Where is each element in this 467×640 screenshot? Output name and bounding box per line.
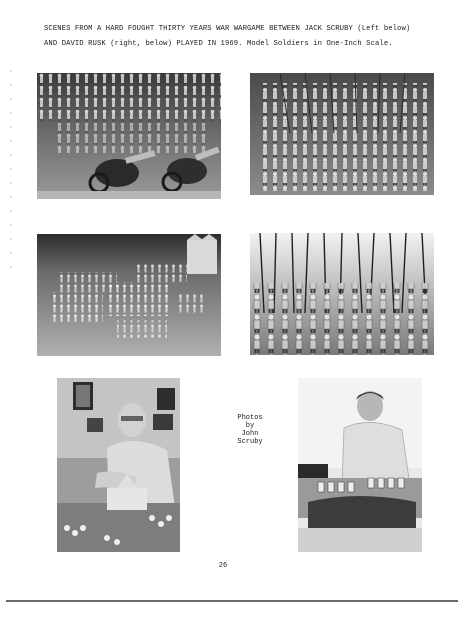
photo-credit-line-1: Photos [237, 414, 263, 422]
page-number: 26 [218, 562, 228, 570]
photo-credit-line-4: Scruby [237, 438, 263, 446]
caption-line-1: SCENES FROM A HARD FOUGHT THIRTY YEARS WAR WARGAME BETWEEN JACK SCRUBY (Left below) [44, 25, 411, 33]
photo-david-rusk [298, 378, 422, 552]
photo-jack-scruby [57, 378, 180, 552]
photo-credit [222, 414, 278, 446]
photo-credit-line-2: by [245, 422, 255, 430]
photo-credit-line-3: John [241, 430, 259, 438]
photo-artillery-scene [37, 73, 221, 199]
caption-line-2: AND DAVID RUSK (right, below) PLAYED IN 1969. Model Soldiers in One-Inch Scale. [44, 40, 393, 48]
bottom-rule [6, 600, 458, 602]
photo-pikemen-closeup [250, 233, 434, 355]
photo-pike-formation [250, 73, 434, 195]
scan-margin-marks [10, 70, 12, 270]
photo-battlefield-overview [37, 234, 221, 356]
